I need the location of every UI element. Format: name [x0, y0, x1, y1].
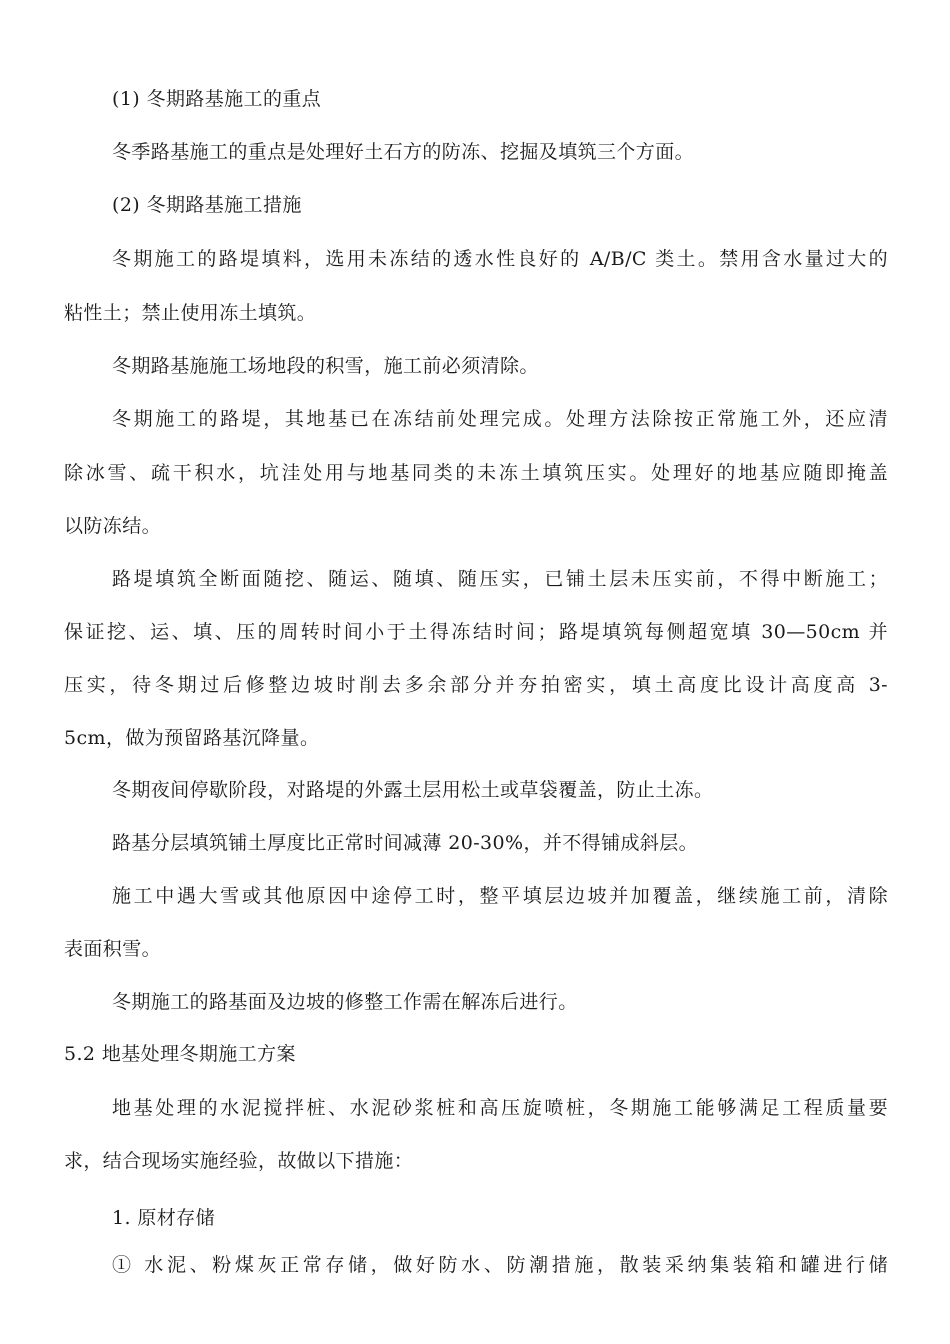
paragraph-line: 路堤填筑全断面随挖、随运、随填、随压实，已铺土层未压实前，不得中断施工； — [112, 568, 888, 590]
paragraph-line: 表面积雪。 — [64, 938, 162, 960]
paragraph-line: 除冰雪、疏干积水，坑洼处用与地基同类的未冻土填筑压实。处理好的地基应随即掩盖 — [64, 462, 888, 484]
paragraph-line: 冬期施工的路基面及边坡的修整工作需在解冻后进行。 — [112, 991, 578, 1013]
paragraph-line: 求，结合现场实施经验，故做以下措施： — [64, 1150, 414, 1172]
paragraph-line: 冬期路基施施工场地段的积雪，施工前必须清除。 — [112, 355, 539, 377]
paragraph-line: 粘性土；禁止使用冻土填筑。 — [64, 302, 317, 324]
paragraph-line: 冬季路基施工的重点是处理好土石方的防冻、挖掘及填筑三个方面。 — [112, 141, 695, 163]
paragraph-line: 保证挖、运、填、压的周转时间小于土得冻结时间；路堤填筑每侧超宽填 30—50cm 并 — [64, 621, 888, 643]
subheading-raw-material-storage: 1. 原材存储 — [112, 1207, 215, 1229]
paragraph-line: 地基处理的水泥搅拌桩、水泥砂浆桩和高压旋喷桩，冬期施工能够满足工程质量要 — [112, 1097, 888, 1119]
paragraph-line: 冬期施工的路堤填料，选用未冻结的透水性良好的 A/B/C 类土。禁用含水量过大的 — [112, 248, 888, 270]
paragraph-line: 施工中遇大雪或其他原因中途停工时，整平填层边坡并加覆盖，继续施工前，清除 — [112, 885, 888, 907]
paragraph-line: 冬期施工的路堤，其地基已在冻结前处理完成。处理方法除按正常施工外，还应清 — [112, 408, 888, 430]
paragraph-line: 压实，待冬期过后修整边坡时削去多余部分并夯拍密实，填土高度比设计高度高 3- — [64, 674, 888, 696]
paragraph-line: 路基分层填筑铺土厚度比正常时间减薄 20-30%，并不得铺成斜层。 — [112, 832, 699, 854]
section-heading-5-2: 5.2 地基处理冬期施工方案 — [64, 1043, 296, 1065]
paragraph-line: ① 水泥、粉煤灰正常存储，做好防水、防潮措施，散装采纳集装箱和罐进行储 — [112, 1254, 888, 1276]
paragraph-line: 5cm，做为预留路基沉降量。 — [64, 727, 320, 749]
subheading-winter-roadbed-measures: (2) 冬期路基施工措施 — [112, 194, 302, 216]
subheading-winter-roadbed-key-points: (1) 冬期路基施工的重点 — [112, 88, 322, 110]
paragraph-line: 以防冻结。 — [64, 515, 162, 537]
paragraph-line: 冬期夜间停歇阶段，对路堤的外露土层用松土或草袋覆盖，防止土冻。 — [112, 779, 714, 801]
